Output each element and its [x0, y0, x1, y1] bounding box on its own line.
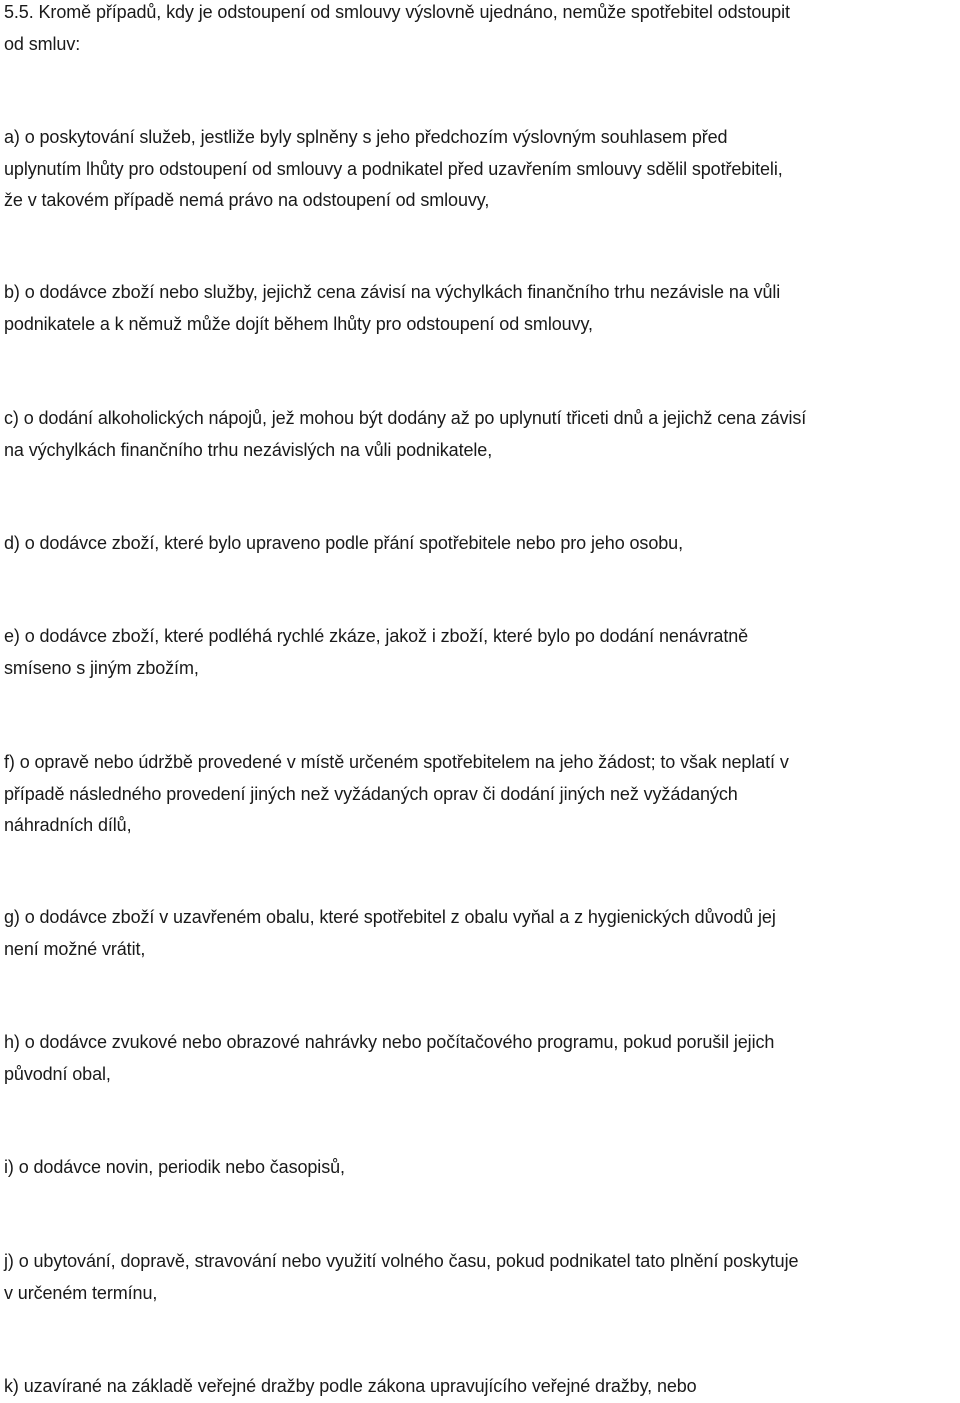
clause-intro	[4, 0, 958, 60]
list-item-c	[4, 403, 958, 466]
list-item-line: že v takovém případě nemá právo na odstoupení od smlouvy,	[4, 190, 490, 210]
list-item-line: e) o dodávce zboží, které podléhá rychlé zkáze, jakož i zboží, které bylo po dodání nenávratně	[4, 626, 749, 646]
list-item-line: b) o dodávce zboží nebo služby, jejichž cena závisí na výchylkách finančního trhu nezávisle na vůli	[4, 282, 781, 302]
list-item-line: c) o dodání alkoholických nápojů, jež mohou být dodány až po uplynutí třiceti dnů a jejichž cena závisí	[4, 408, 807, 428]
list-item-line: h) o dodávce zvukové nebo obrazové nahrávky nebo počítačového programu, pokud porušil jejich	[4, 1032, 775, 1052]
list-item-line: podnikatele a k němuž může dojít během lhůty pro odstoupení od smlouvy,	[4, 313, 593, 334]
list-item-line: j) o ubytování, dopravě, stravování nebo využití volného času, pokud podnikatel tato plnění poskytuje	[4, 1251, 799, 1271]
list-item-line: náhradních dílů,	[4, 815, 132, 835]
list-item-i	[4, 1152, 958, 1184]
list-item-e	[4, 621, 958, 684]
list-item-line: na výchylkách finančního trhu nezávislých na vůli podnikatele,	[4, 439, 493, 460]
list-item-line: případě následného provedení jiných než vyžádaných oprav či dodání jiných než vyžádaných	[4, 783, 738, 804]
clause-number: 5.5.	[4, 2, 34, 22]
list-item-line: uplynutím lhůty pro odstoupení od smlouvy a podnikatel před uzavřením smlouvy sdělil spotřebiteli,	[4, 158, 783, 179]
list-item-line: původní obal,	[4, 1063, 111, 1084]
list-item-line: k) uzavírané na základě veřejné dražby podle zákona upravujícího veřejné dražby, nebo	[4, 1376, 697, 1396]
list-item-line: f) o opravě nebo údržbě provedené v místě určeném spotřebitelem na jeho žádost; to však neplatí v	[4, 752, 789, 772]
list-item-a	[4, 122, 958, 217]
list-item-g	[4, 902, 958, 965]
list-item-k	[4, 1371, 958, 1403]
list-item-line: g) o dodávce zboží v uzavřeném obalu, které spotřebitel z obalu vyňal a z hygienických důvodů jej	[4, 907, 776, 927]
list-item-line: a) o poskytování služeb, jestliže byly splněny s jeho předchozím výslovným souhlasem před	[4, 127, 728, 147]
list-item-h	[4, 1027, 958, 1090]
clause-intro-line-1: 5.5. Kromě případů, kdy je odstoupení od smlouvy výslovně ujednáno, nemůže spotřebitel odstoupit	[4, 2, 790, 22]
list-item-line: není možné vrátit,	[4, 938, 146, 959]
list-item-j	[4, 1246, 958, 1309]
list-item-f	[4, 747, 958, 842]
list-item-line: smíseno s jiným zbožím,	[4, 657, 199, 678]
list-item-line: i) o dodávce novin, periodik nebo časopisů,	[4, 1157, 345, 1177]
list-item-line: v určeném termínu,	[4, 1282, 158, 1303]
list-item-line: d) o dodávce zboží, které bylo upraveno podle přání spotřebitele nebo pro jeho osobu,	[4, 533, 683, 553]
clause-intro-line-2: od smluv:	[4, 33, 81, 54]
list-item-b	[4, 277, 958, 340]
list-item-d	[4, 528, 958, 560]
